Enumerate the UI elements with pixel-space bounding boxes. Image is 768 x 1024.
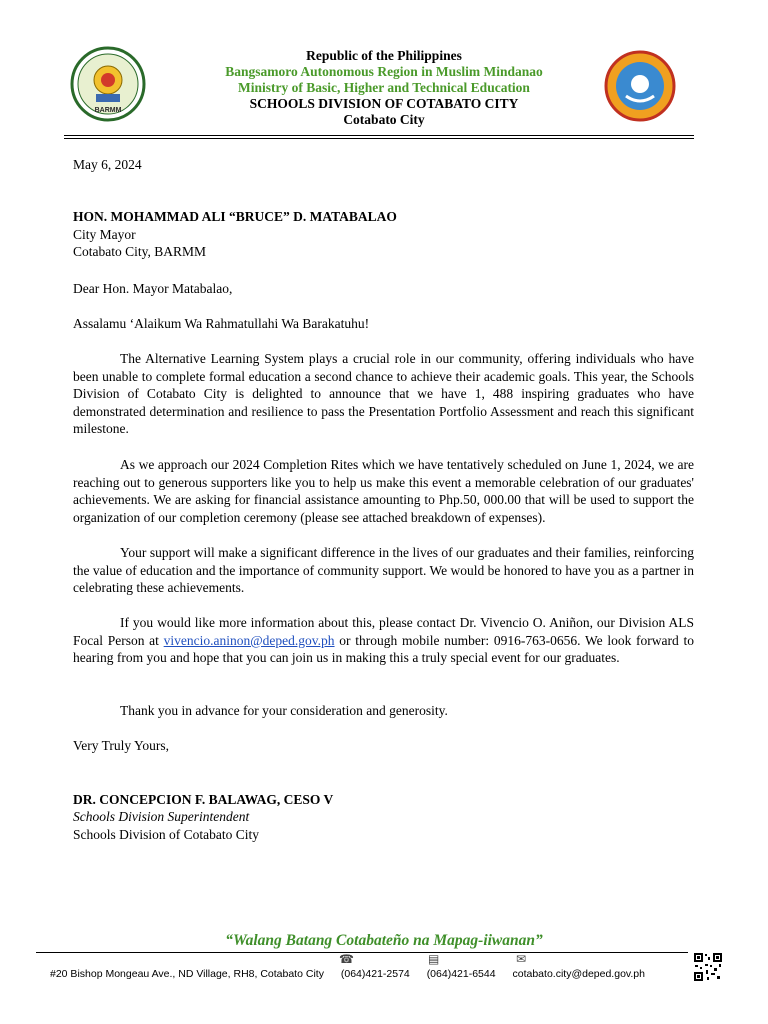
recipient-name: HON. MOHAMMAD ALI “BRUCE” D. MATABALAO [73,209,397,224]
salutation: Dear Hon. Mayor Matabalao, [73,281,233,296]
signer-name: DR. CONCEPCION F. BALAWAG, CESO V [73,792,334,807]
paragraph-4-part-a: If you would like more information about this, please contact Dr. Vivencio O. Aniñon, our Division ALS Focal Person at [73,615,694,648]
signer-office: Schools Division of Cotabato City [73,827,260,842]
header-region: Bangsamoro Autonomous Region in Muslim Mindanao [225,64,543,79]
header-ministry: Ministry of Basic, Higher and Technical Education [238,80,530,95]
footer-contact-line [50,968,645,980]
qr-code-icon [693,952,723,982]
greeting: Assalamu ‘Alaikum Wa Rahmatullahi Wa Barakatuhu! [73,316,370,331]
footer-divider [36,952,688,953]
header-divider-top [64,135,694,136]
header-divider-bottom [64,138,694,139]
header-city: Cotabato City [343,112,425,127]
telephone-icon: ☎ [339,952,354,966]
paragraph-1 [73,350,694,438]
paragraph-5-text: Thank you in advance for your consideration and generosity. [120,703,448,718]
paragraph-3-text: Your support will make a significant difference in the lives of our graduates and their families, reinforcing the value of education and the importance of community support. We would be honored to have you as a partner in celebrating these achievements. [73,545,694,595]
paragraph-4 [73,614,694,667]
footer-address: #20 Bishop Mongeau Ave., ND Village, RH8, Cotabato City [50,968,324,980]
recipient-address: Cotabato City, BARMM [73,244,207,259]
footer-motto: “Walang Batang Cotabateño na Mapag-iiwanan” [225,932,543,949]
closing: Very Truly Yours, [73,738,170,753]
signer-title: Schools Division Superintendent [73,809,250,824]
fax-icon: ▤ [428,952,440,966]
header-republic: Republic of the Philippines [306,48,462,63]
paragraph-2 [73,456,694,526]
footer-phone-1: (064)421-2574 [340,968,410,980]
paragraph-5 [73,702,694,720]
header-division: SCHOOLS DIVISION OF COTABATO CITY [249,96,519,111]
letter-date: May 6, 2024 [73,157,142,172]
barmm-logo-text: BARMM [94,107,122,114]
footer-phone-2: (064)421-6544 [426,968,496,980]
email-icon: ✉ [516,952,527,966]
footer-email: cotabato.city@deped.gov.ph [512,968,645,980]
recipient-title: City Mayor [73,227,136,242]
paragraph-4-part-b: or through mobile number: 0916-763-0656. We look forward to hearing from you and hope that you can join us in making this a truly special event for our graduates. [73,632,694,665]
paragraph-4-text [73,614,694,667]
paragraph-2-text: As we approach our 2024 Completion Rites which we have tentatively scheduled on June 1, 2024, we are reaching out to generous supporters like you to help us make this event a memorable celebration of our graduates' achievements. We are asking for financial assistance amounting to Php.50, 000.00 that will be used to support the organization of our completion ceremony (please see attached breakdown of expenses). [73,457,694,525]
paragraph-3 [73,544,694,597]
paragraph-1-text: The Alternative Learning System plays a crucial role in our community, offering individuals who have been unable to complete formal education a second chance to achieve their academic goals. This year, the Schools Division of Cotabato City is delighted to announce that we have 1, 488 inspiring graduates who have demonstrated determination and resilience to pass the Presentation Portfolio Assessment and reach this significant milestone. [73,351,694,436]
focal-person-email-link[interactable]: vivencio.aninon@deped.gov.ph [163,632,335,648]
